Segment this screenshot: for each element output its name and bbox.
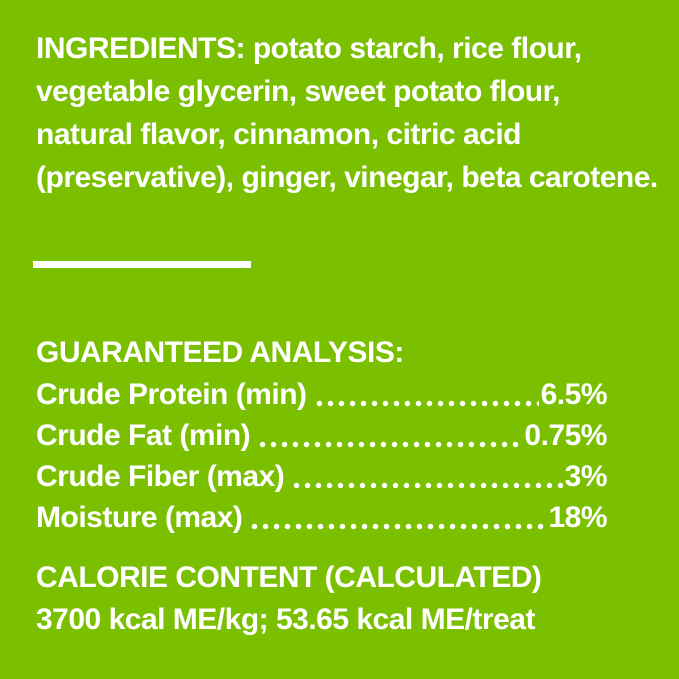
analysis-row-label: Crude Fiber (max) (36, 460, 285, 493)
analysis-row-moisture (36, 497, 607, 538)
ingredients-line: natural flavor, cinnamon, citric acid (36, 118, 521, 151)
calorie-content-title: CALORIE CONTENT (CALCULATED) (36, 561, 542, 594)
analysis-row-label: Moisture (max) (36, 501, 243, 534)
guaranteed-analysis-title: GUARANTEED ANALYSIS: (36, 336, 404, 369)
analysis-row-value: 18% (548, 501, 607, 534)
ingredients-line: INGREDIENTS: potato starch, rice flour, (36, 32, 582, 65)
guaranteed-analysis-section (36, 331, 607, 538)
ingredients-line: vegetable glycerin, sweet potato flour, (36, 75, 560, 108)
ingredients-line: (preservative), ginger, vinegar, beta carotene. (36, 161, 658, 194)
analysis-row-crude-fat (36, 415, 607, 456)
analysis-row-value: 6.5% (540, 378, 607, 411)
analysis-row-crude-fiber (36, 456, 607, 497)
section-divider (33, 261, 251, 268)
analysis-row-crude-protein (36, 374, 607, 415)
analysis-row-value: 0.75% (524, 419, 607, 452)
ingredients-section (36, 27, 659, 199)
analysis-row-label: Crude Fat (min) (36, 419, 251, 452)
analysis-row-label: Crude Protein (min) (36, 378, 307, 411)
dot-leader (314, 374, 539, 415)
dot-leader (249, 497, 546, 538)
analysis-row-value: 3% (564, 460, 607, 493)
dot-leader (291, 456, 562, 497)
calorie-content-value: 3700 kcal ME/kg; 53.65 kcal ME/treat (36, 603, 535, 636)
calorie-content-section (36, 557, 659, 641)
dot-leader (257, 415, 522, 456)
